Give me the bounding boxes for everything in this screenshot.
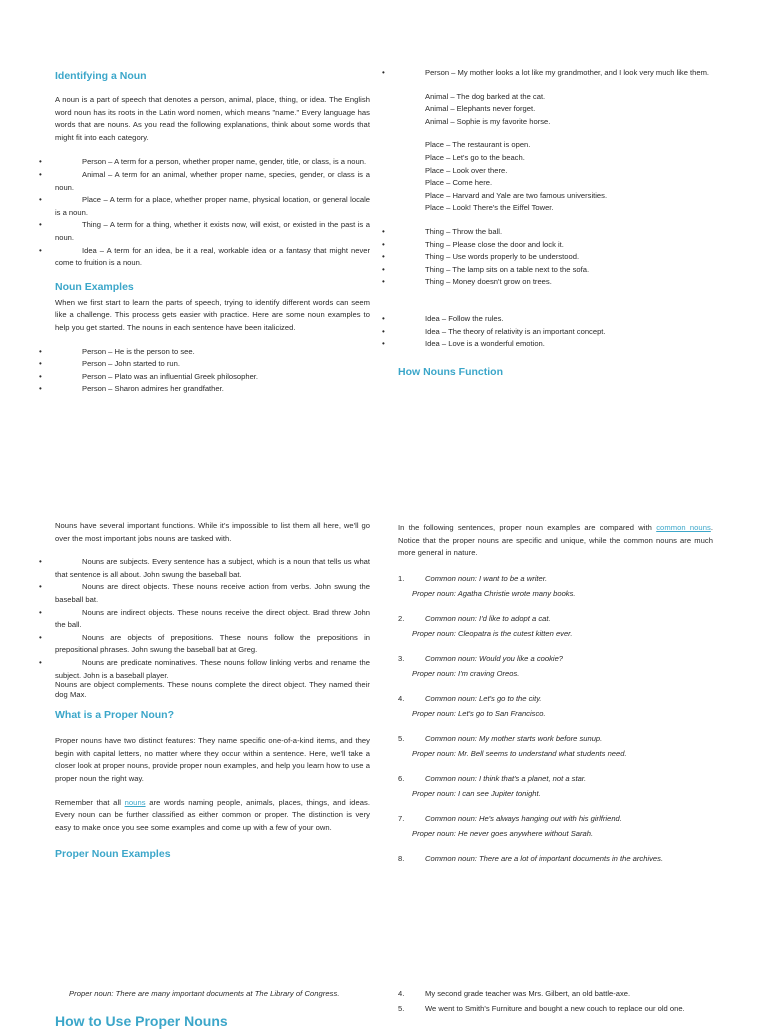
list-item: Animal – Sophie is my favorite horse. (425, 116, 551, 126)
page2-left-column (39, 520, 370, 861)
list-item: • Person – My mother looks a lot like my grandmother, and I look very much like them. (382, 68, 710, 77)
list-item: • Idea – Love is a wonderful emotion. (382, 339, 545, 349)
nouns-link[interactable]: nouns (124, 797, 146, 807)
list-item: • Thing – The lamp sits on a table next to the sofa. (382, 264, 590, 274)
list-item: • Idea – Follow the rules. (382, 313, 504, 323)
library-proper-noun-line: Proper noun: There are many important documents at The Library of Congress. (69, 989, 340, 998)
page3-right-column (398, 988, 713, 1015)
list-item: • Thing – Throw the ball. (382, 226, 503, 236)
page1-right-column (382, 67, 713, 378)
list-item: • Thing – Please close the door and lock it. (382, 239, 564, 249)
list-item: • Nouns are subjects. Every sentence has a subject, which is a noun that tells us what that sentence is all about. John swung the baseball bat. (39, 557, 370, 579)
list-item: Place – Let's go to the beach. (425, 152, 525, 162)
noun-category-list (39, 156, 370, 269)
noun-intro-paragraph: A noun is a part of speech that denotes a person, animal, place, thing, or idea. The English word noun has its roots in the Latin word nomen, which means "name." Every language has words that are nouns. As you read the following explanations, think about some words that might fit into each category. (55, 95, 370, 142)
person-first-list (382, 67, 713, 80)
list-item: Place – Harvard and Yale are two famous universities. (425, 190, 608, 200)
person-example-list (39, 346, 370, 396)
list-item: Animal – The dog barked at the cat. (425, 91, 546, 101)
list-item: • Nouns are objects of prepositions. These nouns follow the prepositions in prepositional phrases. John swung the baseball bat at Greg. (39, 632, 370, 655)
list-item: • Nouns are indirect objects. These nouns receive the direct object. Brad threw John the ball. (39, 607, 370, 630)
list-item: • Person – A term for a person, whether proper name, gender, title, or class, is a noun. (39, 157, 367, 167)
list-item: • Thing – Money doesn't grow on trees. (382, 277, 552, 287)
list-item: • Person – Plato was an influential Greek philosopher. (39, 371, 259, 381)
list-item: Place – Come here. (425, 178, 493, 188)
how-to-use-proper-nouns-heading: How to Use Proper Nouns (55, 1012, 228, 1029)
noun-examples-intro: When we first start to learn the parts of speech, trying to identify different words can seem like a challenge. This process gets easier with practice. Here are some noun examples to help you get started. The nouns in each sentence have been italicized. (55, 297, 370, 332)
list-item: Place – The restaurant is open. (425, 140, 531, 150)
what-is-proper-noun-heading: What is a Proper Noun? (55, 709, 175, 722)
idea-example-list (382, 313, 713, 351)
identifying-noun-heading: Identifying a Noun (55, 70, 147, 82)
list-item: Animal – Elephants never forget. (425, 104, 536, 114)
list-item: Place – Look over there. (425, 165, 508, 175)
list-item: 4. My second grade teacher was Mrs. Gilbert, an old battle-axe. (398, 989, 631, 998)
page3-left-column (55, 988, 370, 1029)
how-nouns-function-heading: How Nouns Function (398, 365, 503, 378)
list-item: Place – Look! There's the Eiffel Tower. (425, 203, 554, 213)
proper-noun-intro: Proper nouns have two distinct features: They name specific one-of-a-kind items, and they begin with capital letters, no matter where they occur within a sentence. Here, we'll take a closer look at proper nouns, provide proper noun examples, and help you learn how to use a proper noun the right way. (55, 736, 370, 783)
list-item: • Thing – A term for a thing, whether it exists now, will exist, or existed in the past is a noun. (39, 220, 370, 242)
common-nouns-link[interactable]: common nouns (656, 523, 711, 532)
list-item: • Place – A term for a place, whether proper name, physical location, or general locale is a noun. (39, 195, 370, 217)
list-item: • Nouns are direct objects. These nouns receive action from verbs. John swung the baseball bat. (39, 582, 370, 604)
functions-intro-paragraph: Nouns have several important functions. While it's impossible to list them all here, we'll go over the most important jobs nouns are tasked with. (55, 521, 370, 543)
list-item: • Nouns are predicate nominatives. These nouns follow linking verbs and rename the subject. John is a baseball player. (39, 657, 370, 680)
list-item: • Idea – The theory of relativity is an important concept. (382, 326, 606, 336)
proper-noun-examples-heading: Proper Noun Examples (55, 848, 171, 861)
functions-tail: Nouns are object complements. These nouns complete the direct object. They named their dog Max. (55, 680, 370, 700)
remember-paragraph: Remember that all nouns are words naming people, animals, places, things, and ideas. Every noun can be further classified as either common or proper. The distinction is very easy to make once you see some examples and come up with a few of your own. (55, 797, 370, 832)
list-item: • Animal – A term for an animal, whether proper name, species, gender, or class is a noun. (39, 169, 370, 192)
list-item: 5. We went to Smith's Furniture and bought a new couch to replace our old one. (398, 1003, 685, 1013)
list-item: • Thing – Use words properly to be understood. (382, 252, 580, 262)
list-item: • Person – He is the person to see. (39, 346, 195, 356)
thing-example-list (382, 226, 713, 289)
list-item: • Idea – A term for an idea, be it a real, workable idea or a fantasy that might never come to fruition is a noun. (39, 245, 370, 268)
list-item: • Person – John started to run. (39, 359, 180, 369)
place-example-list (398, 139, 713, 215)
animal-example-list (398, 91, 713, 129)
comparison-intro: In the following sentences, proper noun examples are compared with common nouns. Notice that the proper nouns are specific and unique, while the common nouns are much more general in nature. (398, 523, 713, 558)
list-item: • Person – Sharon admires her grandfather. (39, 384, 224, 394)
page2-right-column (398, 522, 713, 874)
noun-pair-list: 1. Common noun: I want to be a writer. Proper noun: Agatha Christie wrote many books. 2. Common noun: I'd like to adopt a cat. Proper noun: Cleopatra is the cutest kitten ever. 3. Common noun: Would you like a cookie? Proper noun: I'm craving Oreos. 4. Common noun: Let's go to the city. Proper noun: Let's go to San Francisco. 5. Common noun: My mother starts work before sunup. Proper noun: Mr. Bell seems to understand what students need. 6. Common noun: I think that's a planet, not a star. Proper noun: I can see Jupiter tonight. 7. Common noun: He's always hanging out with his girlfriend. Proper noun: He never goes anywhere without Sarah. 8. Common noun: There are a lot of important documents in the archives. (398, 573, 664, 863)
noun-function-list (39, 556, 370, 682)
page1-left-column (39, 70, 370, 396)
noun-examples-heading: Noun Examples (55, 280, 134, 293)
